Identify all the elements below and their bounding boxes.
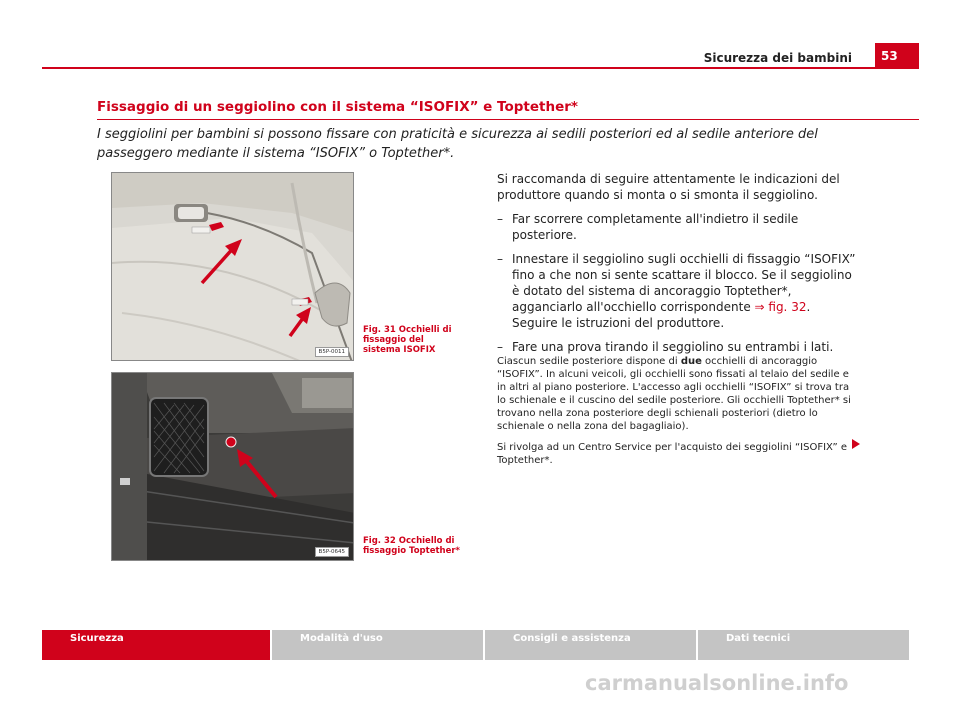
footer-tab-sicurezza[interactable]: Sicurezza [42,630,270,660]
continue-arrow-icon [852,439,860,449]
note-paragraph [497,355,857,433]
figure-toptether-trunk [111,372,354,561]
note-paragraph: Si rivolga ad un Centro Service per l'acquisto dei seggiolini “ISOFIX” e Toptether*. [497,442,847,466]
step-text-part: . Seguire le istruzioni del produttore. [512,300,811,330]
figure-caption: Fig. 32 Occhiello di fissaggio Toptether* [363,536,460,556]
step-text-part: Innestare il seggiolino sugli occhielli di fissaggio “ISOFIX” fino a che non si sente scattare il blocco. Se il seggiolino è dotato del sistema di ancoraggio Toptether*, agganciarlo all'occhiello corrispondente [512,252,856,314]
step-text [512,251,857,331]
lead-paragraph: Si raccomanda di seguire attentamente le indicazioni del produttore quando si monta o si smonta il seggiolino. [497,172,840,202]
section-intro: I seggiolini per bambini si possono fissare con praticità e sicurezza ai sedili posteriori ed al sedile anteriore del passeggero mediante il sistema “ISOFIX” o Toptether*. [97,127,818,161]
body-text [497,171,857,467]
note-emphasis: due [680,356,702,367]
step-text: Far scorrere completamente all'indietro il sedile posteriore. [512,212,799,242]
step-item [497,251,857,331]
figure-code: B5P-0645 [315,547,349,557]
page-number-badge: 53 [875,43,919,68]
section-title: Fissaggio di un seggiolino con il sistema “ISOFIX” e Toptether* [97,99,578,115]
note-text-part: Ciascun sedile posteriore dispone di [497,356,681,367]
step-dash: – [497,252,503,266]
figure-reference-link[interactable]: ⇒ fig. 32 [754,300,807,314]
figure-code: B5P-0011 [315,347,349,357]
figure-isofix-seat [111,172,354,361]
running-header-title: Sicurezza dei bambini [703,51,852,65]
footer-tab-consigli-e-assistenza[interactable]: Consigli e assistenza [485,630,696,660]
figure-caption: Fig. 31 Occhielli di fissaggio del sistema ISOFIX [363,325,452,355]
toptether-trunk-photo [112,373,354,561]
step-dash: – [497,340,503,354]
section-rule [97,119,919,120]
step-dash: – [497,212,503,226]
footer-tab-modalita-duso[interactable]: Modalità d'uso [272,630,483,660]
footer-tab-bar [42,630,919,660]
footer-tab-dati-tecnici[interactable]: Dati tecnici [698,630,909,660]
step-item [497,339,857,355]
step-text: Fare una prova tirando il seggiolino su entrambi i lati. [512,340,834,354]
step-item [497,211,857,243]
header-rule [42,67,919,69]
isofix-seat-photo [112,173,354,361]
note-text-part: occhielli di ancoraggio “ISOFIX”. In alcuni veicoli, gli occhielli sono fissati al telaio del sedile e in altri al piano posteriore. L'accesso agli occhielli “ISOFIX” si trova tra lo schienale e il cuscino del sedile posteriore. Gli occhielli Toptether* si trovano nella zona posteriore degli schienali posteriori (dietro lo schienale o nella zona del bagagliaio). [497,356,851,432]
watermark: carmanualsonline.info [585,671,849,695]
